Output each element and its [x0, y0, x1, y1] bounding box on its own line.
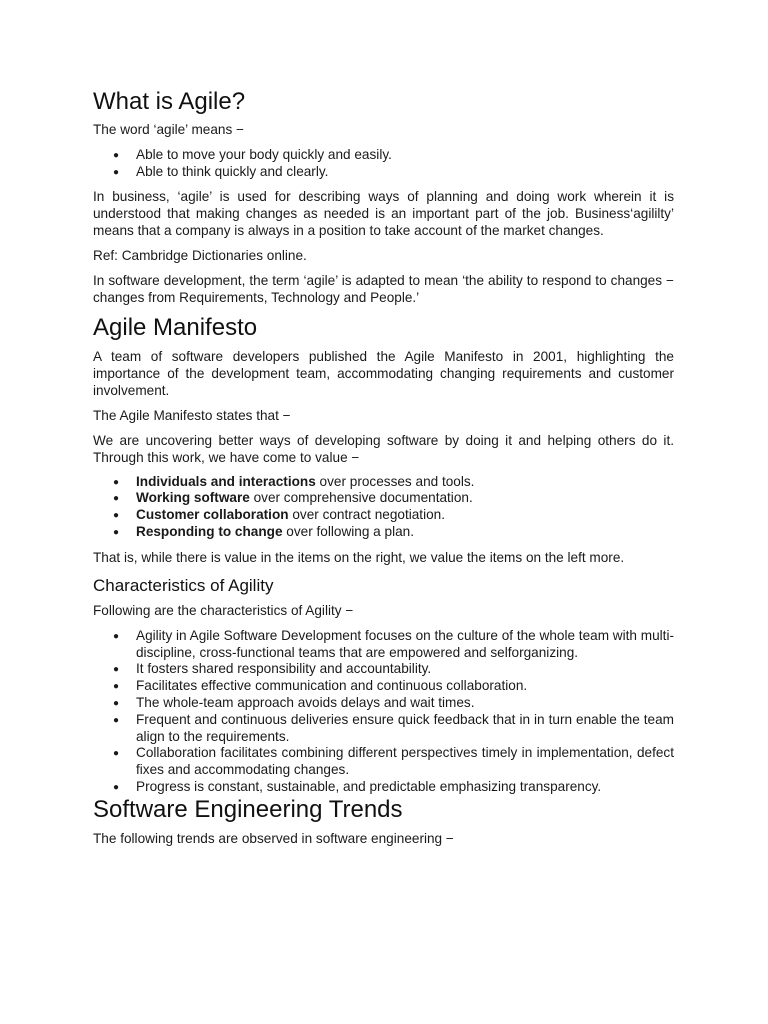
paragraph-business: In business, ‘agile’ is used for describing ways of planning and doing work wherein it is understood that making changes as needed is an important part of the job. Business‘agililty’ means that a company is always in a position to take account of the market changes.	[93, 188, 674, 238]
heading-agile-manifesto: Agile Manifesto	[93, 313, 258, 341]
bullet-icon: ●	[113, 493, 120, 505]
list-characteristics	[93, 628, 674, 796]
list-item: ● Able to move your body quickly and easily.	[113, 147, 392, 162]
heading-software-engineering-trends: Software Engineering Trends	[93, 795, 403, 823]
list-item: ● The whole-team approach avoids delays and wait times.	[113, 694, 475, 710]
list-item: ● Collaboration facilitates combining different perspectives timely in implementation, defect fixes and accommodating changes.	[113, 745, 674, 778]
paragraph-reference: Ref: Cambridge Dictionaries online.	[93, 247, 307, 263]
bullet-icon: ●	[113, 630, 120, 642]
list-agile-meanings	[93, 147, 674, 181]
paragraph-that-is: That is, while there is value in the items on the right, we value the items on the left more.	[93, 549, 625, 565]
list-item: ● Working software over comprehensive documentation.	[113, 490, 473, 506]
list-item: ● Customer collaboration over contract negotiation.	[113, 507, 445, 523]
paragraph-manifesto-states: The Agile Manifesto states that −	[93, 407, 291, 423]
bullet-icon: ●	[113, 166, 120, 178]
list-item: ● Frequent and continuous deliveries ensure quick feedback that in in turn enable the team align to the requirements.	[113, 711, 674, 744]
list-manifesto-values	[93, 474, 674, 541]
bullet-icon: ●	[113, 664, 120, 676]
bullet-icon: ●	[113, 476, 120, 488]
list-item: ● Progress is constant, sustainable, and predictable emphasizing transparency.	[113, 778, 602, 794]
bullet-icon: ●	[113, 781, 120, 793]
list-item: ● Facilitates effective communication and continuous collaboration.	[113, 678, 528, 694]
bullet-icon: ●	[113, 681, 120, 693]
paragraph-software-development: In software development, the term ‘agile’ is adapted to mean ‘the ability to respond to changes − changes from Requirements, Technology and People.’	[93, 272, 674, 305]
paragraph-word-agile: The word ‘agile’ means −	[93, 122, 244, 137]
heading-characteristics-of-agility: Characteristics of Agility	[93, 575, 274, 595]
list-item: ● Individuals and interactions over processes and tools.	[113, 473, 475, 489]
bullet-icon: ●	[113, 697, 120, 709]
paragraph-manifesto-team: A team of software developers published the Agile Manifesto in 2001, highlighting the importance of the development team, accommodating changing requirements and customer involvement.	[93, 348, 674, 398]
bullet-icon: ●	[113, 510, 120, 522]
bullet-icon: ●	[113, 748, 120, 760]
paragraph-we-are-uncovering: We are uncovering better ways of developing software by doing it and helping others do it. Through this work, we have come to value −	[93, 432, 674, 465]
list-item: ● Agility in Agile Software Development focuses on the culture of the whole team with multi-discipline, cross-functional teams that are empowered and selforganizing.	[113, 627, 674, 660]
bullet-icon: ●	[113, 150, 120, 161]
paragraph-characteristics-intro: Following are the characteristics of Agility −	[93, 602, 354, 618]
bullet-icon: ●	[113, 526, 120, 538]
list-item: ● Able to think quickly and clearly.	[113, 163, 329, 179]
list-item: ● It fosters shared responsibility and accountability.	[113, 661, 432, 677]
paragraph-trends-intro: The following trends are observed in software engineering −	[93, 830, 454, 846]
heading-what-is-agile: What is Agile?	[93, 88, 246, 115]
list-item: ● Responding to change over following a plan.	[113, 523, 414, 539]
bullet-icon: ●	[113, 714, 120, 726]
